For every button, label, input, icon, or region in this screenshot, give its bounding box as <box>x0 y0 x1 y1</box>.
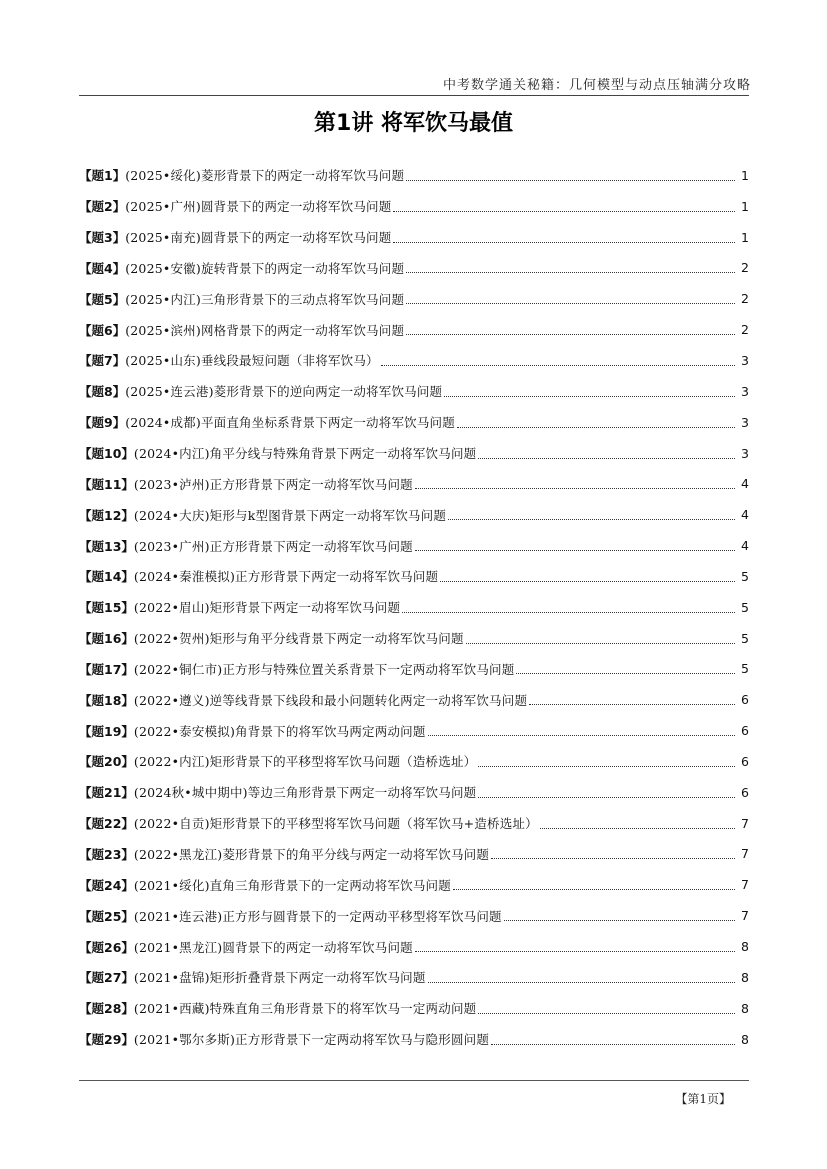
toc-entry-title: (2024秋•城中期中)等边三角形背景下两定一动将军饮马问题 <box>133 785 477 801</box>
toc-dot-leader <box>444 382 735 397</box>
toc-entry-number: 【题16】 <box>79 631 134 647</box>
toc-dot-leader <box>428 968 735 983</box>
toc-entry-page: 2 <box>741 260 749 276</box>
toc-entry-number: 【题2】 <box>79 199 126 215</box>
toc-entry-title: (2025•内江)三角形背景下的三动点将军饮马问题 <box>125 291 405 307</box>
toc-entry[interactable] <box>79 376 749 407</box>
toc-dot-leader <box>478 752 735 767</box>
toc-entry-number: 【题28】 <box>79 1001 134 1017</box>
toc-entry-title: (2021•鄂尔多斯)正方形背景下一定两动将军饮马与隐形圆问题 <box>133 1032 490 1048</box>
toc-entry[interactable] <box>79 962 749 993</box>
toc-entry-number: 【题17】 <box>79 661 134 677</box>
toc-dot-leader <box>466 629 735 644</box>
toc-entry-title: (2025•绥化)菱形背景下的两定一动将军饮马问题 <box>125 168 405 184</box>
page-title: 第1讲 将军饮马最值 <box>314 111 513 136</box>
toc-entry[interactable] <box>79 253 749 284</box>
toc-entry-number: 【题23】 <box>79 846 134 862</box>
toc-entry-page: 3 <box>741 383 749 399</box>
toc-entry-page: 4 <box>741 476 749 492</box>
toc-entry-number: 【题20】 <box>79 754 134 770</box>
toc-entry-title: (2024•成都)平面直角坐标系背景下两定一动将军饮马问题 <box>125 415 455 431</box>
toc-entry-number: 【题27】 <box>79 970 134 986</box>
toc-entry[interactable] <box>79 530 749 561</box>
toc-entry-title: (2024•内江)角平分线与特殊角背景下两定一动将军饮马问题 <box>133 446 477 462</box>
toc-entry-title: (2025•滨州)网格背景下的两定一动将军饮马问题 <box>125 322 405 338</box>
toc-entry-number: 【题7】 <box>79 353 126 369</box>
toc-entry-page: 6 <box>741 753 749 769</box>
toc-entry[interactable] <box>79 499 749 530</box>
toc-entry-page: 4 <box>741 538 749 554</box>
toc-entry-title: (2022•泰安模拟)角背景下的将军饮马两定两动问题 <box>133 723 426 739</box>
toc-entry[interactable] <box>79 438 749 469</box>
toc-entry-page: 5 <box>741 630 749 646</box>
toc-dot-leader <box>406 320 735 335</box>
toc-dot-leader <box>402 598 735 613</box>
toc-entry[interactable] <box>79 900 749 931</box>
toc-entry[interactable] <box>79 191 749 222</box>
toc-dot-leader <box>393 228 735 243</box>
toc-dot-leader <box>440 567 735 582</box>
toc-entry-page: 3 <box>741 352 749 368</box>
toc-entry[interactable] <box>79 777 749 808</box>
toc-entry-page: 5 <box>741 568 749 584</box>
toc-entry-number: 【题3】 <box>79 230 126 246</box>
toc-entry-page: 6 <box>741 784 749 800</box>
toc-dot-leader <box>504 906 735 921</box>
toc-entry-number: 【题22】 <box>79 816 134 832</box>
toc-entry[interactable] <box>79 931 749 962</box>
toc-entry-title: (2021•连云港)正方形与圆背景下的一定两动平移型将军饮马问题 <box>133 908 502 924</box>
toc-dot-leader <box>491 1030 735 1045</box>
toc-entry[interactable] <box>79 746 749 777</box>
toc-entry-number: 【题8】 <box>79 384 126 400</box>
toc-entry-number: 【题6】 <box>79 322 126 338</box>
toc-entry-title: (2025•连云港)菱形背景下的逆向两定一动将军饮马问题 <box>125 384 443 400</box>
toc-entry-page: 4 <box>741 507 749 523</box>
toc-dot-leader <box>516 659 735 674</box>
toc-entry-page: 2 <box>741 291 749 307</box>
header-divider <box>79 95 749 96</box>
toc-entry-title: (2025•南充)圆背景下的两定一动将军饮马问题 <box>125 230 392 246</box>
toc-entry-page: 7 <box>741 846 749 862</box>
toc-entry[interactable] <box>79 1024 749 1055</box>
toc-entry-page: 8 <box>741 939 749 955</box>
toc-entry-number: 【题12】 <box>79 507 134 523</box>
toc-entry-title: (2022•眉山)矩形背景下两定一动将军饮马问题 <box>133 600 401 616</box>
toc-entry-number: 【题18】 <box>79 692 134 708</box>
toc-entry[interactable] <box>79 407 749 438</box>
footer-divider <box>79 1080 749 1081</box>
toc-entry-page: 3 <box>741 414 749 430</box>
toc-entry[interactable] <box>79 684 749 715</box>
toc-entry-number: 【题29】 <box>79 1032 134 1048</box>
toc-entry-page: 1 <box>741 167 749 183</box>
toc-entry[interactable] <box>79 623 749 654</box>
toc-entry-number: 【题5】 <box>79 291 126 307</box>
toc-entry-number: 【题11】 <box>79 476 134 492</box>
toc-entry-number: 【题9】 <box>79 415 126 431</box>
toc-entry-page: 6 <box>741 692 749 708</box>
toc-entry-number: 【题21】 <box>79 785 134 801</box>
toc-entry-page: 7 <box>741 877 749 893</box>
toc-dot-leader <box>393 197 735 212</box>
toc-entry[interactable] <box>79 869 749 900</box>
toc-entry-number: 【题19】 <box>79 723 134 739</box>
toc-dot-leader <box>457 413 735 428</box>
toc-entry-title: (2022•铜仁市)正方形与特殊位置关系背景下一定两动将军饮马问题 <box>133 661 515 677</box>
toc-dot-leader <box>491 844 735 859</box>
toc-entry[interactable] <box>79 715 749 746</box>
toc-entry-page: 8 <box>741 969 749 985</box>
toc-entry-page: 1 <box>741 198 749 214</box>
toc-dot-leader <box>406 258 735 273</box>
toc-entry-title: (2025•安徽)旋转背景下的两定一动将军饮马问题 <box>125 260 405 276</box>
toc-entry-title: (2024•大庆)矩形与k型图背景下两定一动将军饮马问题 <box>133 507 447 523</box>
toc-entry[interactable] <box>79 592 749 623</box>
toc-entry[interactable] <box>79 283 749 314</box>
toc-entry-title: (2022•内江)矩形背景下的平移型将军饮马问题（造桥选址） <box>133 754 477 770</box>
toc-entry[interactable] <box>79 345 749 376</box>
toc-entry-title: (2021•西藏)特殊直角三角形背景下的将军饮马一定两动问题 <box>133 1001 477 1017</box>
toc-entry-page: 8 <box>741 1031 749 1047</box>
toc-entry-title: (2021•盘锦)矩形折叠背景下两定一动将军饮马问题 <box>133 970 426 986</box>
toc-dot-leader <box>478 783 735 798</box>
toc-entry-page: 7 <box>741 908 749 924</box>
toc-dot-leader <box>381 351 735 366</box>
table-of-contents <box>79 160 749 1054</box>
toc-entry-title: (2022•贺州)矩形与角平分线背景下两定一动将军饮马问题 <box>133 631 464 647</box>
toc-entry-number: 【题24】 <box>79 877 134 893</box>
toc-entry[interactable] <box>79 160 749 191</box>
toc-entry-title: (2025•山东)垂线段最短问题（非将军饮马） <box>125 353 379 369</box>
toc-entry-number: 【题13】 <box>79 538 134 554</box>
toc-dot-leader <box>428 721 735 736</box>
toc-entry[interactable] <box>79 468 749 499</box>
toc-entry[interactable] <box>79 314 749 345</box>
toc-dot-leader <box>453 875 735 890</box>
toc-dot-leader <box>448 505 735 520</box>
toc-dot-leader <box>415 474 735 489</box>
toc-entry[interactable] <box>79 839 749 870</box>
toc-entry-page: 7 <box>741 815 749 831</box>
toc-dot-leader <box>406 166 735 181</box>
toc-dot-leader <box>415 937 735 952</box>
toc-entry-number: 【题26】 <box>79 939 134 955</box>
toc-entry-page: 5 <box>741 661 749 677</box>
toc-dot-leader <box>415 536 735 551</box>
toc-entry-page: 3 <box>741 445 749 461</box>
toc-entry-title: (2022•遵义)逆等线背景下线段和最小问题转化两定一动将军饮马问题 <box>133 692 528 708</box>
toc-entry[interactable] <box>79 222 749 253</box>
toc-entry-page: 2 <box>741 322 749 338</box>
toc-entry-page: 1 <box>741 229 749 245</box>
toc-entry-number: 【题10】 <box>79 446 134 462</box>
toc-dot-leader <box>540 814 735 829</box>
toc-entry-title: (2022•自贡)矩形背景下的平移型将军饮马问题（将军饮马+造桥选址） <box>133 816 538 832</box>
page-number: 【第1页】 <box>675 1092 731 1106</box>
toc-entry-number: 【题14】 <box>79 569 134 585</box>
toc-entry[interactable] <box>79 654 749 685</box>
toc-entry-page: 5 <box>741 599 749 615</box>
toc-entry-page: 8 <box>741 1000 749 1016</box>
running-header: 中考数学通关秘籍：几何模型与动点压轴满分攻略 <box>442 78 751 93</box>
toc-entry-title: (2021•黑龙江)圆背景下的两定一动将军饮马问题 <box>133 939 413 955</box>
toc-entry-number: 【题25】 <box>79 908 134 924</box>
toc-entry-title: (2023•广州)正方形背景下两定一动将军饮马问题 <box>133 538 413 554</box>
toc-entry-title: (2022•黑龙江)菱形背景下的角平分线与两定一动将军饮马问题 <box>133 846 490 862</box>
toc-entry-number: 【题4】 <box>79 260 126 276</box>
toc-entry[interactable] <box>79 808 749 839</box>
toc-dot-leader <box>478 444 735 459</box>
toc-entry-number: 【题1】 <box>79 168 126 184</box>
toc-entry[interactable] <box>79 561 749 592</box>
toc-entry-title: (2021•绥化)直角三角形背景下的一定两动将军饮马问题 <box>133 877 451 893</box>
toc-dot-leader <box>406 289 735 304</box>
toc-dot-leader <box>529 690 735 705</box>
toc-entry[interactable] <box>79 993 749 1024</box>
toc-entry-title: (2023•泸州)正方形背景下两定一动将军饮马问题 <box>133 476 413 492</box>
toc-entry-page: 6 <box>741 723 749 739</box>
toc-entry-title: (2025•广州)圆背景下的两定一动将军饮马问题 <box>125 199 392 215</box>
toc-dot-leader <box>478 999 735 1014</box>
toc-entry-title: (2024•秦淮模拟)正方形背景下两定一动将军饮马问题 <box>133 569 439 585</box>
toc-entry-number: 【题15】 <box>79 600 134 616</box>
